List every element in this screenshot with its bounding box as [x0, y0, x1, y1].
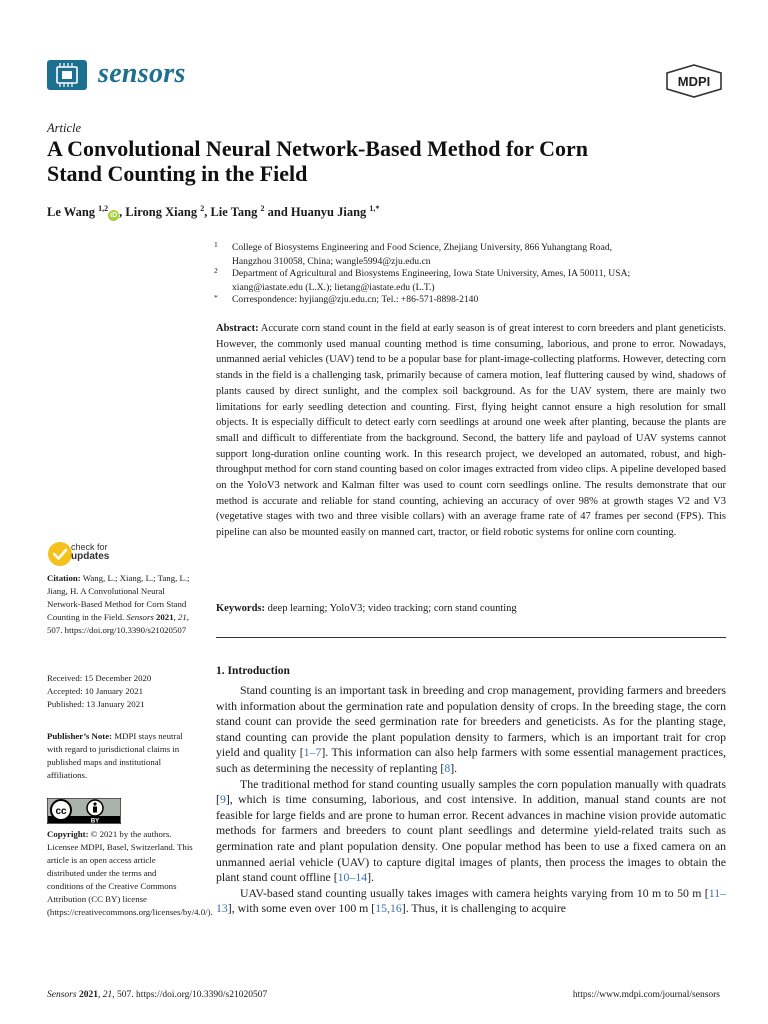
author-name[interactable]: Le Wang	[47, 205, 96, 220]
paragraph	[216, 886, 726, 917]
citation-link[interactable]: 15,16	[375, 901, 402, 916]
check-for-updates-button[interactable]	[47, 540, 127, 568]
citation-doi[interactable]: , 507. https://doi.org/10.3390/s21020507	[47, 612, 189, 635]
citation-link[interactable]: 1–7	[303, 745, 322, 760]
published-date: Published: 13 January 2021	[47, 699, 145, 709]
svg-text:MDPI: MDPI	[677, 74, 711, 89]
author-list	[47, 204, 379, 221]
received-date: Received: 15 December 2020	[47, 673, 152, 683]
text: ].	[367, 870, 375, 885]
affiliation-2	[232, 267, 726, 294]
abstract-label: Abstract:	[216, 323, 259, 334]
text: ]. This information can also help farmers with some essential management practices, such as determining the necessity of replanting [	[216, 745, 726, 775]
footer-url[interactable]: https://www.mdpi.com/journal/sensors	[572, 990, 720, 1000]
affiliation-line: Correspondence: hyjiang@zju.edu.cn; Tel.: +86-571-8898-2140	[232, 294, 479, 305]
journal-name: sensors	[98, 58, 186, 89]
affiliation-number: *	[214, 293, 218, 302]
author-affiliation: 2	[200, 204, 205, 213]
citation-journal: Sensors	[126, 612, 154, 622]
note-text: MDPI stays neutral with regard to jurisdictional claims in published maps and institutional affiliations.	[47, 731, 183, 780]
abstract	[216, 321, 726, 541]
author-affiliation: 1,*	[369, 204, 380, 213]
footer-volume: 21	[102, 990, 113, 1000]
affiliation-number: 1	[214, 240, 218, 249]
article-type: Article	[47, 121, 82, 135]
footer-year: 2021	[78, 990, 98, 1000]
text: The traditional method for stand counting usually samples the corn population manually with quadrats [	[216, 776, 726, 807]
check-updates-line: updates	[71, 551, 110, 562]
page-title	[47, 136, 727, 186]
copyright-block	[47, 828, 213, 919]
accepted-date: Accepted: 10 January 2021	[47, 686, 144, 696]
citation-link[interactable]: 10–14	[337, 870, 368, 885]
section-heading: 1. Introduction	[216, 665, 290, 677]
svg-text:BY: BY	[90, 818, 100, 824]
footer-citation: Sensors 2021, 21, 507. https://doi.org/10.3390/s21020507	[47, 990, 268, 1000]
sensors-logo-icon	[47, 60, 87, 90]
author-name[interactable]: , Lie Tang	[204, 205, 258, 220]
citation-year: 2021	[156, 612, 174, 622]
footer-doi[interactable]: , 507. https://doi.org/10.3390/s21020507	[112, 990, 268, 1000]
citation-link[interactable]: 11–13	[216, 885, 726, 916]
orcid-icon[interactable]: iD	[110, 212, 118, 220]
title-line-2: Stand Counting in the Field	[47, 161, 308, 186]
text: UAV-based stand counting usually takes images with camera heights varying from 10 m to 50 m [	[240, 885, 709, 900]
copyright-text: © 2021 by the authors. Licensee MDPI, Basel, Switzerland. This article is an open access article distributed under the terms and conditions of the Creative Commons Attribution (CC BY) license (https://creativecommons.org/licenses/by/4.0/).	[47, 829, 213, 917]
check-updates-icon	[47, 541, 73, 567]
affiliation-line: Department of Agricultural and Biosystems Engineering, Iowa State University, Ames, IA 50011, USA;	[232, 268, 631, 279]
text: ]. Thus, it is challenging to acquire	[401, 901, 567, 916]
title-line-1: A Convolutional Neural Network-Based Method for Corn	[47, 136, 589, 161]
footer-journal: Sensors	[47, 990, 77, 1000]
keywords-label: Keywords:	[216, 603, 265, 614]
citation-link[interactable]: 8	[444, 760, 451, 775]
citation-text: Wang, L.; Xiang, L.; Tang, L.; Jiang, H. A Convolutional Neural Network-Based Method for Corn Stand Counting in the Field.	[47, 573, 190, 622]
affiliation-line: Hangzhou 310058, China; wangle5994@zju.edu.cn	[232, 255, 431, 267]
dates-block	[47, 672, 195, 711]
intro-body	[216, 683, 726, 917]
keywords-text: deep learning; YoloV3; video tracking; corn stand counting	[265, 603, 517, 614]
citation-label: Citation:	[47, 573, 81, 583]
citation-volume: , 21	[173, 612, 187, 622]
mdpi-logo	[664, 64, 724, 98]
author-affiliation: 1,2	[98, 204, 109, 213]
author-affiliation: 2	[260, 204, 265, 213]
author-name[interactable]: and Huanyu Jiang	[264, 205, 367, 220]
keywords	[216, 603, 726, 614]
citation-block	[47, 572, 195, 637]
svg-text:cc: cc	[55, 806, 67, 817]
check-updates-line: check for	[71, 542, 108, 552]
text: ].	[450, 760, 458, 775]
affiliation-line: xiang@iastate.edu (L.X.); lietang@iastate.edu (L.T.)	[232, 281, 435, 293]
text: Stand counting is an important task in breeding and crop management, providing farmers and breeders with information about the germination rate and population density of crops. In the breeding stage, the corn stand count can provide the seed germination rate for breeders and geneticists. As for the planting stage, stand counting can provide the plant population density to farmers, which is an important trait for crop yield and quality [	[216, 683, 726, 760]
correspondence	[232, 293, 726, 307]
affiliation-number: 2	[214, 266, 218, 275]
note-label: Publisher’s Note:	[47, 731, 113, 741]
divider	[216, 637, 726, 638]
affiliation-line: College of Biosystems Engineering and Food Science, Zhejiang University, 866 Yuhangtang Road,	[232, 242, 613, 253]
text: ], with some even over 100 m [	[227, 901, 376, 916]
abstract-text: Accurate corn stand count in the field at early season is of great interest to corn breeders and plant geneticists. However, the commonly used manual counting method is time consuming, laborious, and prone to error. Nowadays, unmanned aerial vehicles (UAV) tend to be a popular base for plant-image-collecting platforms. However, detecting corn stands in the field is a challenging task, primarily because of camera motion, leaf fluttering caused by wind, shadows of plants caused by direct sunlight, and the complex soil background. As for the UAV system, there are mainly two limitations for early seedling detection and counting. First, flying height cannot ensure a high resolution for small objects. It is especially difficult to detect early corn seedlings at around one week after planting, because the plants are small and difficult to differentiate from the background. Second, the battery life and payload of UAV systems cannot support long-duration online counting work. In this research project, we developed an automated, robust, and high-throughput method for corn stand counting based on color images extracted from video clips. A pipeline developed based on the YoloV3 network and Kalman filter was used to count corn seedlings online. The results demonstrate that our method is accurate and reliable for stand counting, achieving an accuracy of over 98% at growth stages V2 and V3 (vegetative stages with two and three visible collars) with an average frame rate of 47 frames per second (FPS). This pipeline can also be mounted easily on manned cart, tractor, or field robotic systems for online corn counting.	[216, 323, 726, 539]
cc-by-license-icon[interactable]	[47, 798, 121, 824]
affiliation-1	[232, 241, 726, 268]
publisher-note	[47, 730, 195, 782]
paragraph	[216, 777, 726, 886]
copyright-label: Copyright:	[47, 829, 89, 839]
paragraph	[216, 683, 726, 777]
author-name[interactable]: , Lirong Xiang	[119, 205, 198, 220]
check-updates-label	[71, 542, 109, 562]
text: ], which is time consuming, laborious, and cost intensive. In addition, manual stand counts are not feasible for large fields and are prone to human error. Recent advances in machine vision provide automatic methods for farmers and breeders to count plant seedlings and determine yield-related traits such as germination rate and plant population density. One popular method has been to use a fixed camera on an unmanned aerial vehicle (UAV) to capture digital images of plants, then process the images to obtain the plant stand count offline [	[216, 792, 726, 885]
citation-link[interactable]: 9	[219, 792, 226, 807]
